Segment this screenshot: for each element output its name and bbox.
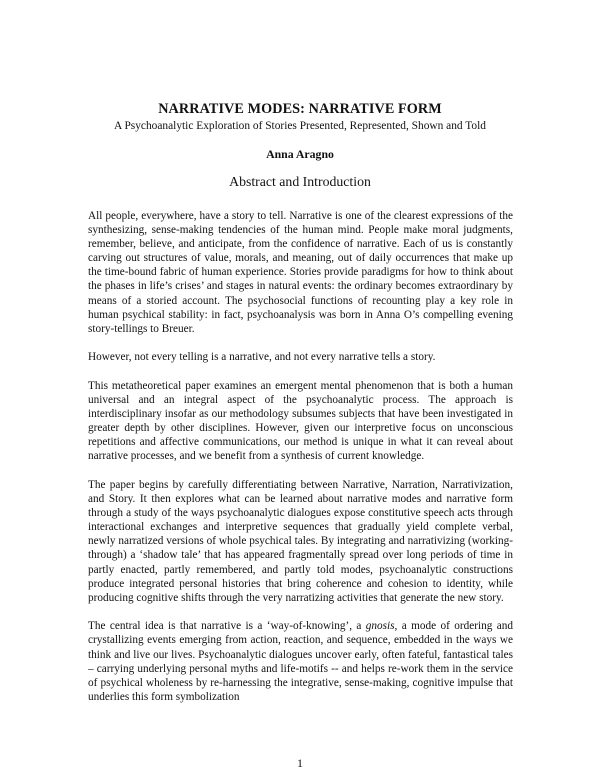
paper-title: NARRATIVE MODES: NARRATIVE FORM	[158, 101, 442, 117]
paper-subtitle: A Psychoanalytic Exploration of Stories Presented, Represented, Shown and Told	[114, 120, 486, 132]
paragraph-1: All people, everywhere, have a story to tell. Narrative is one of the clearest expressions of the synthesizing, sense-making tendencies of the human mind. People make moral judgments, remember, believe, and anticipate, from the confidence of narrative. Each of us is constantly carving out structures of value, morals, and meaning, out of daily occurrences that make up the time-bound fabric of human experience. Stories provide paradigms for how to think about the phases in life’s crises’ and stages in natural events: the ordinary becomes extraordinary by means of a storied account. The psychosocial functions of recounting play a key role in human psychical stability: in fact, psychoanalysis was born in Anna O’s compelling evening story-tellings to Breuer.	[88, 210, 513, 335]
gnosis-term: gnosis,	[365, 620, 398, 633]
author-name: Anna Aragno	[266, 147, 334, 161]
paragraph-5-end: a mode of ordering and crystallizing events emerging from action, reaction, and sequence, embedded in the ways we think and live our lives. Psychoanalytic dialogues uncover early, often fateful, fantastical tales – carrying underlying personal myths and life-motifs -- and helps re-work them in the service of psychical wholeness by re-harnessing the integrative, sense-making, cognitive impulse that underlies this form symbolization	[88, 620, 513, 703]
abstract-body	[88, 209, 513, 718]
paragraph-3: This metatheoretical paper examines an emergent mental phenomenon that is both a human universal and an integral aspect of the psychoanalytic process. The approach is interdisciplinary insofar as our methodology subsumes subjects that have been investigated in greater depth by other disciplines. However, given our interpretive focus on unconscious repetitions and affective communications, our method is unique in what it can reveal about narrative processes, and we benefit from a synthesis of current knowledge.	[88, 379, 513, 463]
paragraph-5-start: The central idea is that narrative is a ‘way-of-knowing’, a	[88, 620, 366, 633]
page-number: 1	[297, 756, 303, 770]
paragraph-2: However, not every telling is a narrative, and not every narrative tells a story.	[88, 351, 436, 364]
paragraph-5	[88, 619, 513, 704]
section-heading: Abstract and Introduction	[229, 174, 371, 189]
paragraph-4: The paper begins by carefully differentiating between Narrative, Narration, Narrativization, and Story. It then explores what can be learned about narrative modes and narrative form through a study of the ways psychoanalytic dialogues expose constitutive speech acts through interactional exchanges and interpretive sequences that gradually yield complete verbal, newly narratized versions of whole psychical tales. By integrating and narrativizing (working-through) a ‘shadow tale’ that has appeared fragmentally spread over long periods of time in partly enacted, partly remembered, and partly told modes, psychoanalytic constructions produce integrated personal histories that bring coherence and cohesion to identity, while producing cognitive shifts through the very narratizing activities that generate the new story.	[88, 479, 513, 604]
